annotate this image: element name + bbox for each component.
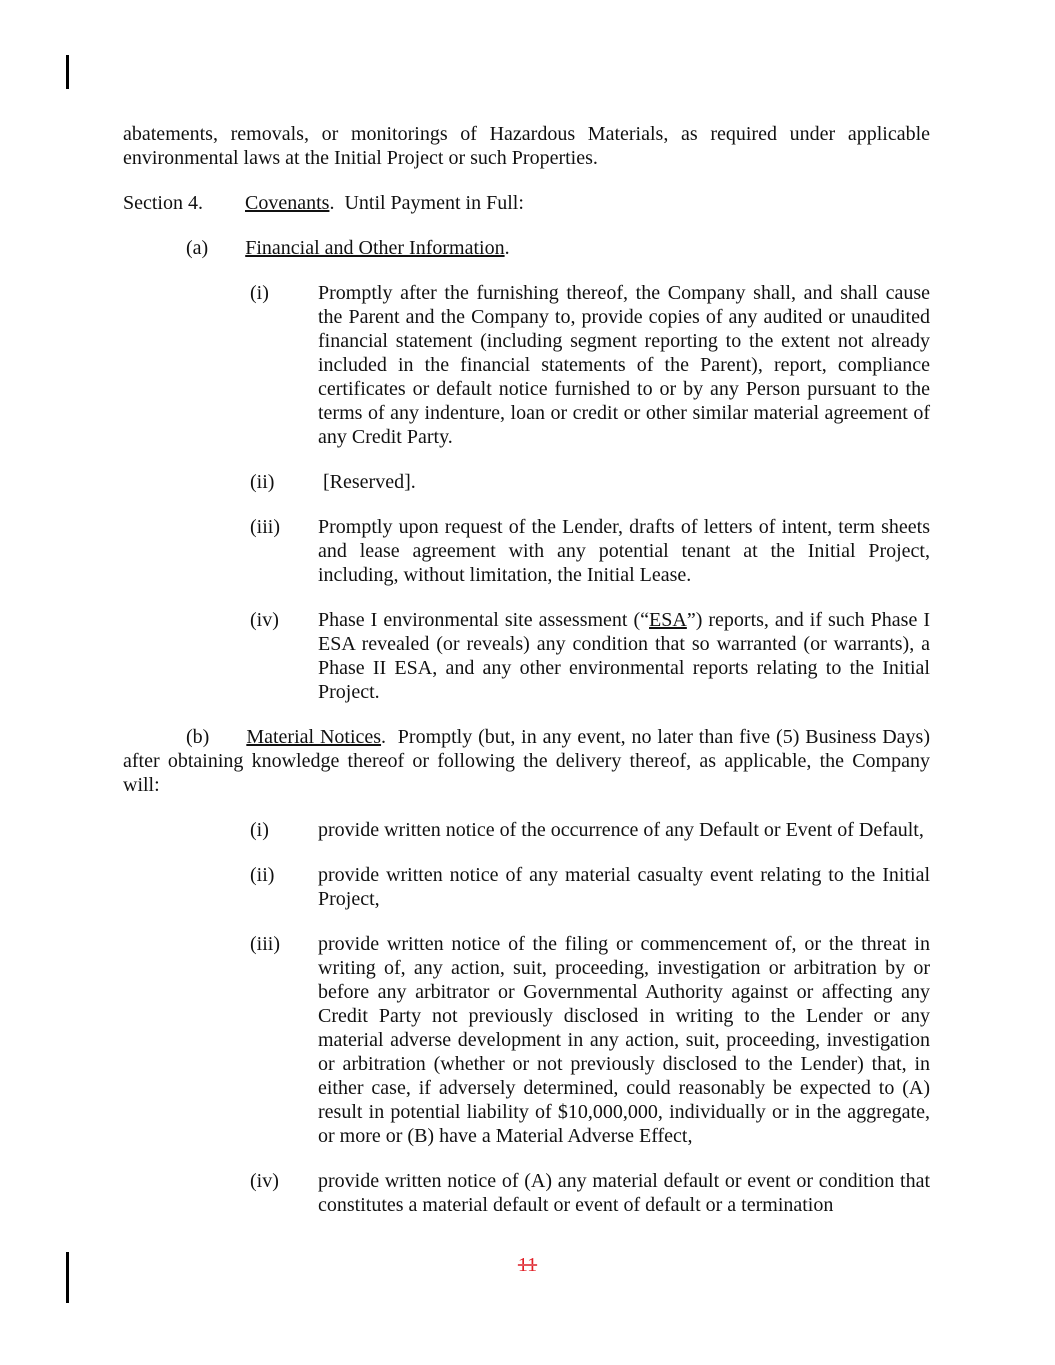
- item-label: (iv): [250, 609, 279, 631]
- list-item-a-iii: [250, 515, 930, 587]
- subsection-b-after-heading: . Promptly (but, in any event, no later than five (5) Business Days) after obtaining knowledge thereof or following the delivery thereof, as applicable, the Company will:: [123, 726, 930, 796]
- item-text: provide written notice of (A) any material default or event or condition that constitutes a material default or event of default or a termination: [318, 1170, 930, 1216]
- list-item-a-iv: [250, 608, 930, 704]
- list-item-a-ii: [250, 470, 930, 494]
- item-label: (i): [250, 819, 269, 841]
- page-number-deleted: 11: [517, 1254, 538, 1276]
- item-text: [Reserved].: [318, 471, 416, 493]
- item-label: (iii): [250, 516, 280, 538]
- list-item-b-iii: [250, 932, 930, 1148]
- item-label: (ii): [250, 864, 275, 886]
- item-text: Promptly upon request of the Lender, drafts of letters of intent, term sheets and lease agreement with any potential tenant at the Initial Project, including, without limitation, the Initial Lease.: [318, 516, 930, 586]
- subsection-a-label: (a): [186, 237, 209, 259]
- intro-paragraph: [123, 122, 930, 170]
- item-label: (iv): [250, 1170, 279, 1192]
- item-text: provide written notice of any material casualty event relating to the Initial Project,: [318, 864, 930, 910]
- section-4-line: [123, 191, 930, 215]
- item-label: (ii): [250, 471, 275, 493]
- item-label: (iii): [250, 933, 280, 955]
- list-item-b-iv: [250, 1169, 930, 1217]
- item-text: provide written notice of the occurrence of any Default or Event of Default,: [318, 819, 924, 841]
- item-text-post: ”) reports, and if such Phase I ESA revealed (or reveals) any condition that so warranted (or warrants), a Phase II ESA, and any other environmental reports relating to the Initial Project.: [318, 609, 931, 703]
- subsection-a-after-heading: .: [504, 237, 510, 259]
- document-body: [123, 122, 930, 1238]
- subsection-b-label: (b): [186, 726, 210, 748]
- page-footer: [0, 1253, 1055, 1277]
- subsection-a-line: [123, 236, 930, 260]
- material-notices-paragraph: [123, 725, 930, 797]
- list-item-b-i: [250, 818, 930, 842]
- list-item-a-i: [250, 281, 930, 449]
- section-4-after-heading: . Until Payment in Full:: [329, 192, 524, 214]
- esa-defined-term: ESA: [649, 609, 687, 631]
- item-text-pre: Phase I environmental site assessment (“: [318, 609, 650, 631]
- item-text: Promptly after the furnishing thereof, the Company shall, and shall cause the Parent and the Company to, provide copies of any audited or unaudited financial statement (including segment reporting to the extent not already included in the financial statements of the Parent), report, compliance certificates or default notice furnished to or by any Person pursuant to the terms of any indenture, loan or credit or other similar material agreement of any Credit Party.: [318, 282, 930, 448]
- material-notices-heading: Material Notices: [246, 726, 382, 748]
- item-text: [318, 608, 930, 704]
- item-text: provide written notice of the filing or commencement of, or the threat in writing of, any action, suit, proceeding, investigation or arbitration by or before any arbitrator or Governmental Authority against or affecting any Credit Party not previously disclosed in writing to the Lender or any material adverse development in any action, suit, proceeding, investigation or arbitration (whether or not previously disclosed to the Lender) that, in either case, if adversely determined, could reasonably be expected to (A) result in potential liability of $10,000,000, individually or in the aggregate, or more or (B) have a Material Adverse Effect,: [318, 933, 930, 1147]
- covenants-heading: Covenants: [245, 192, 330, 214]
- list-item-b-ii: [250, 863, 930, 911]
- revision-change-bar-top: [66, 55, 69, 89]
- section-4-label: Section 4.: [123, 192, 203, 214]
- item-label: (i): [250, 282, 269, 304]
- intro-paragraph-text: abatements, removals, or monitorings of Hazardous Materials, as required under applicable environmental laws at the Initial Project or such Properties.: [123, 123, 930, 169]
- financial-information-heading: Financial and Other Information: [245, 237, 505, 259]
